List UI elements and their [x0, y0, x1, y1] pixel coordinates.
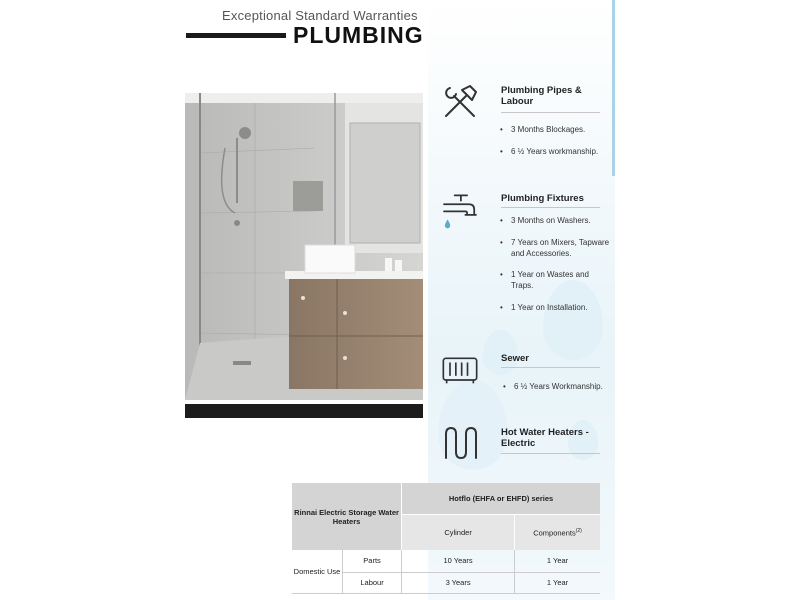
- table-series-header: Hotflo (EHFA or EHFD) series: [402, 483, 600, 514]
- section-title: Sewer: [501, 353, 529, 364]
- bathroom-photo: [185, 93, 423, 400]
- table-cell: 3 Years: [402, 572, 515, 593]
- sewer-pipes-icon: [440, 350, 480, 390]
- tools-icon: [440, 82, 480, 122]
- page-title: PLUMBING: [293, 22, 424, 48]
- bullet-item: • 1 Year on Installation.: [500, 303, 588, 312]
- bullet-item: • 1 Year on Wastes and Traps.: [500, 270, 589, 290]
- accent-line: [612, 0, 615, 176]
- section-divider: [501, 207, 600, 208]
- table-col-cylinder: Cylinder: [402, 514, 515, 550]
- table-cell: 1 Year: [546, 556, 569, 566]
- table-col-components: Components$^{(2)}$: [515, 514, 600, 550]
- page-subtitle: Exceptional Standard Warranties: [222, 8, 418, 23]
- tap-icon: [440, 190, 480, 230]
- section-title: Plumbing Fixtures: [501, 193, 584, 204]
- table-cell: 1 Year: [546, 578, 569, 587]
- water-drop-decoration: [543, 280, 603, 360]
- bullet-item: • 6 ½ Years workmanship.: [500, 147, 599, 156]
- bullet-item: • 3 Months on Washers.: [500, 216, 591, 225]
- table-row-header: Rinnai Electric Storage Water Heaters: [292, 483, 402, 550]
- title-bar: [186, 33, 286, 38]
- bullet-item: • 7 Years on Mixers, Tapware and Accessories.: [500, 238, 610, 258]
- table-cell: Parts: [343, 550, 402, 572]
- section-divider: [501, 112, 600, 113]
- warranty-table: [292, 483, 600, 594]
- bullet-item: • 3 Months Blockages.: [500, 125, 586, 134]
- table-use-label: Domestic Use: [292, 550, 343, 593]
- section-title: Hot Water Heaters - Electric: [501, 427, 589, 449]
- section-divider: [501, 453, 600, 454]
- photo-bar: [185, 404, 423, 418]
- table-cell: 10 Years: [402, 550, 515, 572]
- section-divider: [501, 367, 600, 368]
- section-title: Plumbing Pipes & Labour: [501, 85, 582, 107]
- table-cell: Labour: [343, 572, 402, 593]
- bullet-item: • 6 ½ Years Workmanship.: [503, 382, 603, 391]
- heating-element-icon: [440, 422, 480, 462]
